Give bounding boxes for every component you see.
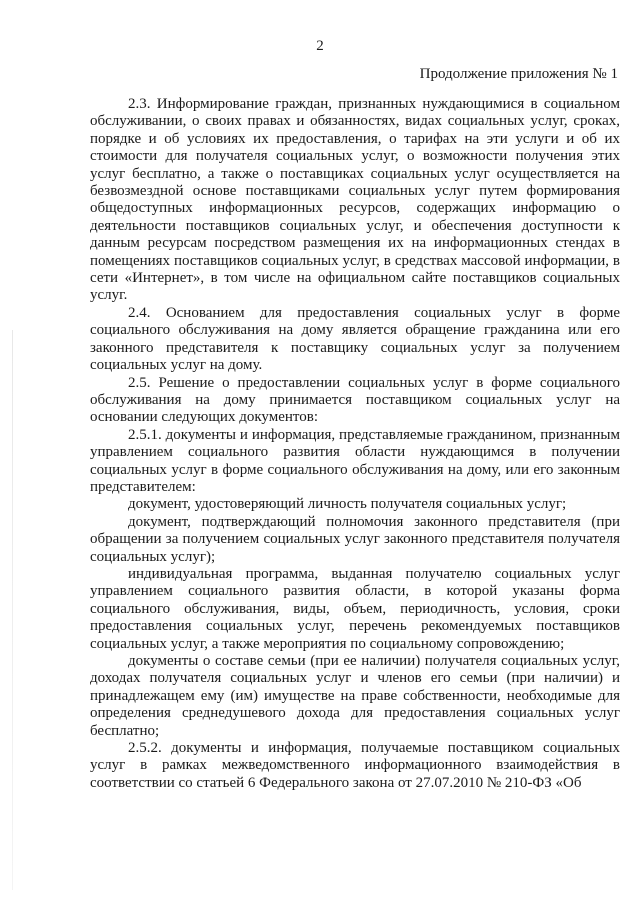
page-number: 2 bbox=[316, 38, 324, 54]
paragraph-2-5-2: 2.5.2. документы и информация, получаемые поставщиком социальных услуг в рамках межведомственного информационного взаимодействия в соответствии со статьей 6 Федерального закона от 27.07.2010 № 210-ФЗ «Об bbox=[90, 740, 620, 791]
list-item-identity-document: документ, удостоверяющий личность получателя социальных услуг; bbox=[128, 496, 567, 513]
paragraph-2-5: 2.5. Решение о предоставлении социальных услуг в форме социального обслуживания на дому принимается поставщиком социальных услуг на основании следующих документов: bbox=[90, 374, 620, 426]
list-item-individual-program: индивидуальная программа, выданная получателю социальных услуг управлением социального развития области, в которой указаны форма социального обслуживания, виды, объем, периодичность, условия, сроки предоставления социальных услуг, перечень рекомендуемых поставщиков социальных услуг, а также мероприятия по социальному сопровождению; bbox=[90, 565, 620, 652]
paragraph-2-4: 2.4. Основанием для предоставления социальных услуг в форме социального обслуживания на дому является обращение гражданина или его законного представителя к поставщику социальных услуг за получением социальных услуг на дому. bbox=[90, 304, 620, 374]
list-item-representative-authority: документ, подтверждающий полномочия законного представителя (при обращении за получением социальных услуг законного представителя получателя социальных услуг); bbox=[90, 513, 620, 565]
scan-margin-mark bbox=[12, 330, 13, 890]
list-item-family-income-documents: документы о составе семьи (при ее наличии) получателя социальных услуг, доходах получателя социальных услуг и членов его семьи (при наличии) и принадлежащем ему (им) имуществе на праве собственности, необходимые для определения среднедушевого дохода для предоставления социальных услуг бесплатно; bbox=[90, 653, 620, 739]
document-body bbox=[90, 96, 620, 792]
paragraph-2-3: 2.3. Информирование граждан, признанных нуждающимися в социальном обслуживании, о своих правах и обязанностях, видах социальных услуг, сроках, порядке и об условиях их предоставления, о тарифах на эти услуги и об их стоимости для получателя социальных услуг, о возможности получения этих услуг бесплатно, а также о поставщиках социальных услуг осуществляется на безвозмездной основе поставщиками социальных услуг путем формирования общедоступных информационных ресурсов, содержащих информацию о деятельности поставщиков социальных услуг, и обеспечения доступности к данным ресурсам посредством размещения их на информационных стендах в помещениях поставщиков социальных услуг, в средствах массовой информации, в сети «Интернет», в том числе на официальном сайте поставщиков социальных услуг. bbox=[90, 96, 620, 304]
appendix-continuation-label: Продолжение приложения № 1 bbox=[419, 66, 618, 82]
paragraph-2-5-1: 2.5.1. документы и информация, представляемые гражданином, признанным управлением социального развития области нуждающимся в получении социальных услуг в форме социального обслуживания на дому, или его законным представителем: bbox=[90, 426, 620, 495]
